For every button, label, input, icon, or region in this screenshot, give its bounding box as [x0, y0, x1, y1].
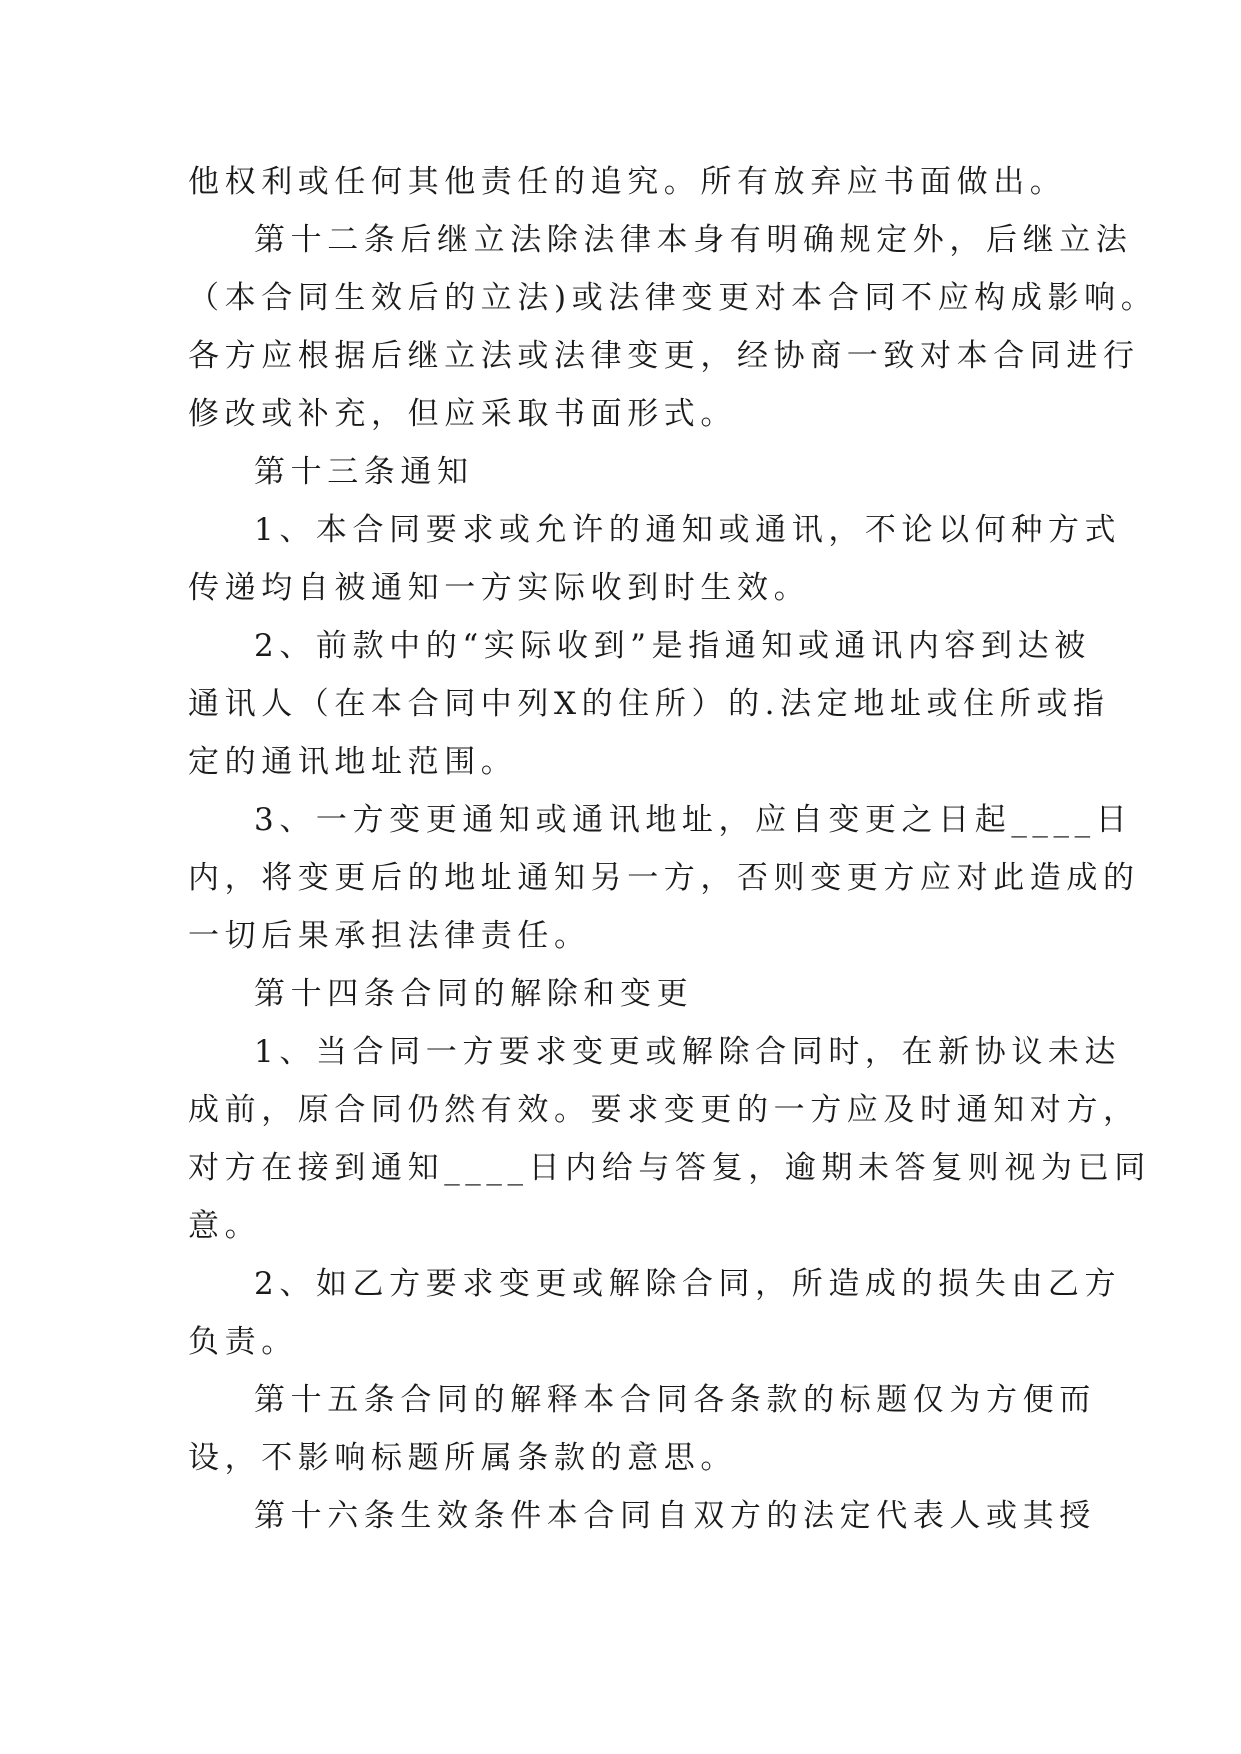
text-line-14: 一切后果承担法律责任。: [188, 918, 591, 954]
text-line-22: 第十五条合同的解释本合同各条款的标题仅为方便而: [254, 1382, 1096, 1418]
text-line-21: 负责。: [188, 1324, 298, 1360]
text-line-3: （本合同生效后的立法)或法律变更对本合同不应构成影响。: [188, 280, 1158, 316]
text-line-10: 通讯人（在本合同中列X的住所）的.法定地址或住所或指: [188, 686, 1110, 722]
text-line-13: 内，将变更后的地址通知另一方，否则变更方应对此造成的: [188, 860, 1140, 896]
text-line-15: 第十四条合同的解除和变更: [254, 976, 694, 1012]
text-line-20: 2、如乙方要求变更或解除合同，所造成的损失由乙方: [254, 1266, 1122, 1302]
text-line-4: 各方应根据后继立法或法律变更，经协商一致对本合同进行: [188, 338, 1140, 374]
text-line-19: 意。: [188, 1208, 262, 1244]
text-line-9: 2、前款中的“实际收到”是指通知或通讯内容到达被: [254, 628, 1091, 664]
text-line-6: 第十三条通知: [254, 454, 474, 490]
text-line-18: 对方在接到通知____日内给与答复，逾期未答复则视为已同: [188, 1150, 1151, 1186]
text-line-11: 定的通讯地址范围。: [188, 744, 518, 780]
text-line-17: 成前，原合同仍然有效。要求变更的一方应及时通知对方，: [188, 1092, 1140, 1128]
text-line-24: 第十六条生效条件本合同自双方的法定代表人或其授: [254, 1498, 1096, 1534]
text-line-2: 第十二条后继立法除法律本身有明确规定外，后继立法: [254, 222, 1133, 258]
text-line-1: 他权利或任何其他责任的追究。所有放弃应书面做出。: [188, 164, 1067, 200]
text-line-23: 设，不影响标题所属条款的意思。: [188, 1440, 737, 1476]
text-line-8: 传递均自被通知一方实际收到时生效。: [188, 570, 811, 606]
text-line-16: 1、当合同一方要求变更或解除合同时，在新协议未达: [254, 1034, 1122, 1070]
text-line-5: 修改或补充，但应采取书面形式。: [188, 396, 737, 432]
text-line-7: 1、本合同要求或允许的通知或通讯，不论以何种方式: [254, 512, 1122, 548]
text-line-12: 3、一方变更通知或通讯地址，应自变更之日起____日: [254, 802, 1133, 838]
